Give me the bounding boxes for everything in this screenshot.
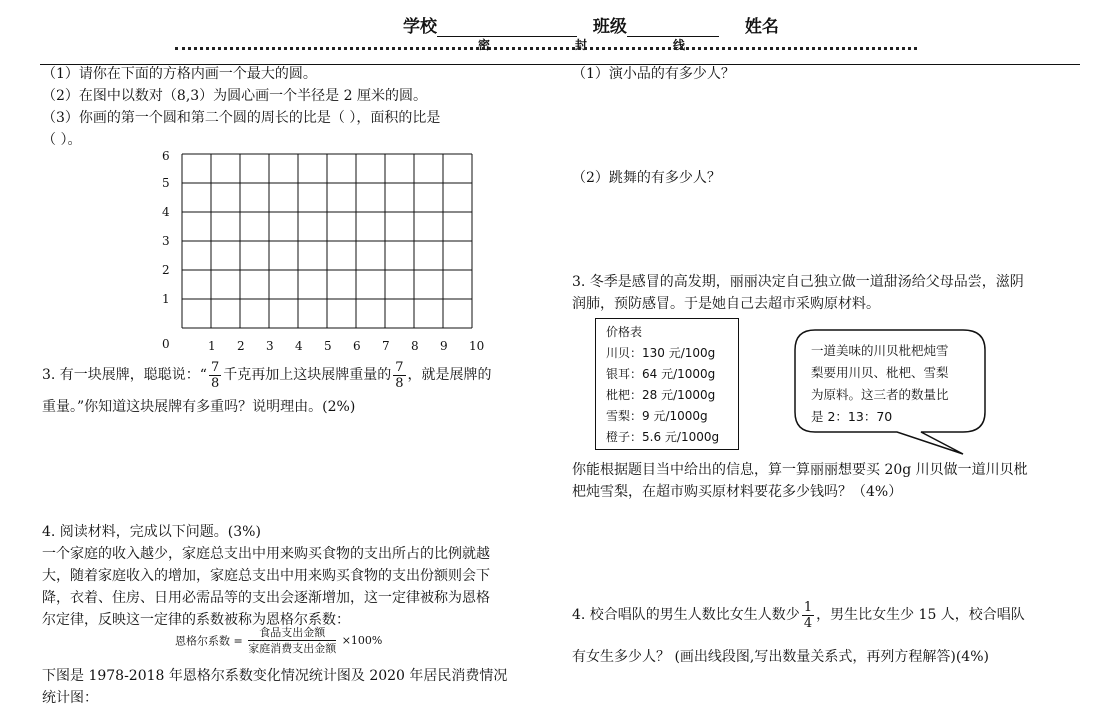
q3-weight-question-line2: 重量。”你知道这块展牌有多重吗？说明理由。(2%) [42, 399, 356, 415]
q4-para-line: 大，随着家庭收入的增加，家庭总支出中用来购买食物的支出份额则会下 [42, 568, 490, 584]
q4-para-line: 降，衣着、住房、日用必需品等的支出会逐渐增加，这一定律被称为恩格 [42, 590, 490, 606]
student-info-header [403, 12, 779, 37]
q3-soup-question: 杷炖雪梨，在超市购买原材料要花多少钱吗？（4%） [572, 484, 903, 500]
bubble-line: 是 2：13：70 [811, 409, 893, 424]
grid-y-label: 2 [162, 263, 170, 277]
grid-x-label: 9 [440, 339, 448, 353]
seal-char: 封 [575, 38, 588, 52]
grid-x-label: 4 [295, 339, 303, 353]
price-item: 橙子：5.6 元/1000g [606, 430, 720, 444]
engel-formula [175, 625, 382, 656]
q4-after-line: 统计图： [42, 690, 98, 706]
seal-dotted-line [175, 47, 917, 50]
formula-tail: ×100% [341, 634, 383, 647]
q3-text: 3. 有一块展牌，聪聪说：“ [42, 367, 207, 383]
bubble-line: 一道美味的川贝枇杷炖雪 [811, 343, 949, 358]
speech-bubble-text [811, 340, 949, 428]
price-item: 银耳：64 元/1000g [606, 367, 716, 381]
q4-title: 4. 阅读材料，完成以下问题。(3%) [42, 524, 261, 540]
q4-text: ，男生比女生少 15 人，校合唱队 [816, 607, 1025, 623]
grid-x-label: 1 [208, 339, 216, 353]
formula-denominator: 家庭消费支出金额 [248, 642, 337, 655]
question-dance: （2）跳舞的有多少人？ [572, 170, 721, 186]
question-skit: （1）演小品的有多少人？ [572, 66, 735, 82]
grid-y-label: 6 [162, 149, 170, 163]
grid-x-label: 7 [382, 339, 390, 353]
q2-item-1: （1）请你在下面的方格内画一个最大的圆。 [42, 66, 317, 82]
q3-soup-intro: 润肺，预防感冒。于是她自己去超市采购原材料。 [572, 296, 880, 312]
q2-item-2: （2）在图中以数对（8,3）为圆心画一个半径是 2 厘米的圆。 [42, 88, 427, 104]
grid-x-label: 10 [469, 339, 485, 353]
grid-x-label: 3 [266, 339, 274, 353]
q4-after-line: 下图是 1978-2018 年恩格尔系数变化情况统计图及 2020 年居民消费情况 [42, 668, 508, 684]
q4-choir-question-line2: 有女生多少人？ (画出线段图,写出数量关系式，再列方程解答)(4%) [572, 649, 989, 665]
class-label: 班级 [592, 17, 627, 37]
frac-numerator: 7 [395, 359, 404, 375]
bubble-line: 为原料。这三者的数量比 [811, 387, 949, 402]
price-table [595, 318, 739, 450]
class-field[interactable] [627, 18, 719, 37]
formula-label: 恩格尔系数 = [175, 634, 243, 648]
price-item: 雪梨：9 元/1000g [606, 409, 708, 423]
name-label: 姓名 [744, 17, 779, 37]
frac-denominator: 8 [210, 375, 220, 391]
fraction-7-8 [209, 360, 221, 391]
price-item: 川贝：130 元/100g [606, 346, 716, 360]
coordinate-grid[interactable] [150, 140, 490, 360]
q3-text: ，就是展牌的 [407, 367, 492, 383]
frac-numerator: 7 [210, 359, 220, 375]
formula-numerator: 食品支出金额 [248, 625, 336, 641]
price-table-title: 价格表 [606, 325, 643, 339]
price-item: 枇杷：28 元/1000g [606, 388, 716, 402]
q3-weight-question [42, 357, 492, 393]
grid-y-label: 5 [162, 176, 170, 190]
seal-char: 线 [673, 38, 686, 52]
q2-item-3-cont: （ ）。 [42, 132, 82, 148]
fraction-7-8 [393, 360, 405, 391]
q4-text: 4. 校合唱队的男生人数比女生人数少 [572, 607, 800, 623]
grid-y-label: 1 [162, 292, 170, 306]
q4-choir-question [572, 597, 1025, 633]
grid-y-label: 3 [162, 234, 170, 248]
formula-fraction [248, 625, 336, 656]
frac-numerator: 1 [803, 599, 813, 615]
bubble-line: 梨要用川贝、枇杷、雪梨 [811, 365, 949, 380]
fraction-1-4 [802, 600, 814, 631]
q3-soup-intro: 3. 冬季是感冒的高发期，丽丽决定自己独立做一道甜汤给父母品尝，滋阴 [572, 274, 1024, 290]
grid-x-label: 2 [237, 339, 245, 353]
grid-x-label: 8 [411, 339, 419, 353]
seal-char: 密 [478, 38, 491, 52]
frac-denominator: 4 [803, 615, 813, 631]
grid-x-label: 5 [324, 339, 332, 353]
q4-para-line: 尔定律，反映这一定律的系数被称为恩格尔系数： [42, 612, 350, 628]
grid-x-label: 6 [353, 339, 361, 353]
q4-para-line: 一个家庭的收入越少，家庭总支出中用来购买食物的支出所占的比例就越 [42, 546, 490, 562]
grid-x-label: 0 [162, 337, 170, 351]
frac-denominator: 8 [395, 375, 404, 391]
school-label: 学校 [403, 17, 437, 37]
grid-y-label: 4 [162, 205, 170, 219]
q3-soup-question: 你能根据题目当中给出的信息，算一算丽丽想要买 20g 川贝做一道川贝枇 [572, 462, 1028, 478]
q2-item-3: （3）你画的第一个圆和第二个圆的周长的比是（ ），面积的比是 [42, 110, 441, 126]
school-field[interactable] [437, 18, 577, 37]
q3-text: 千克再加上这块展牌重量的 [223, 367, 392, 383]
